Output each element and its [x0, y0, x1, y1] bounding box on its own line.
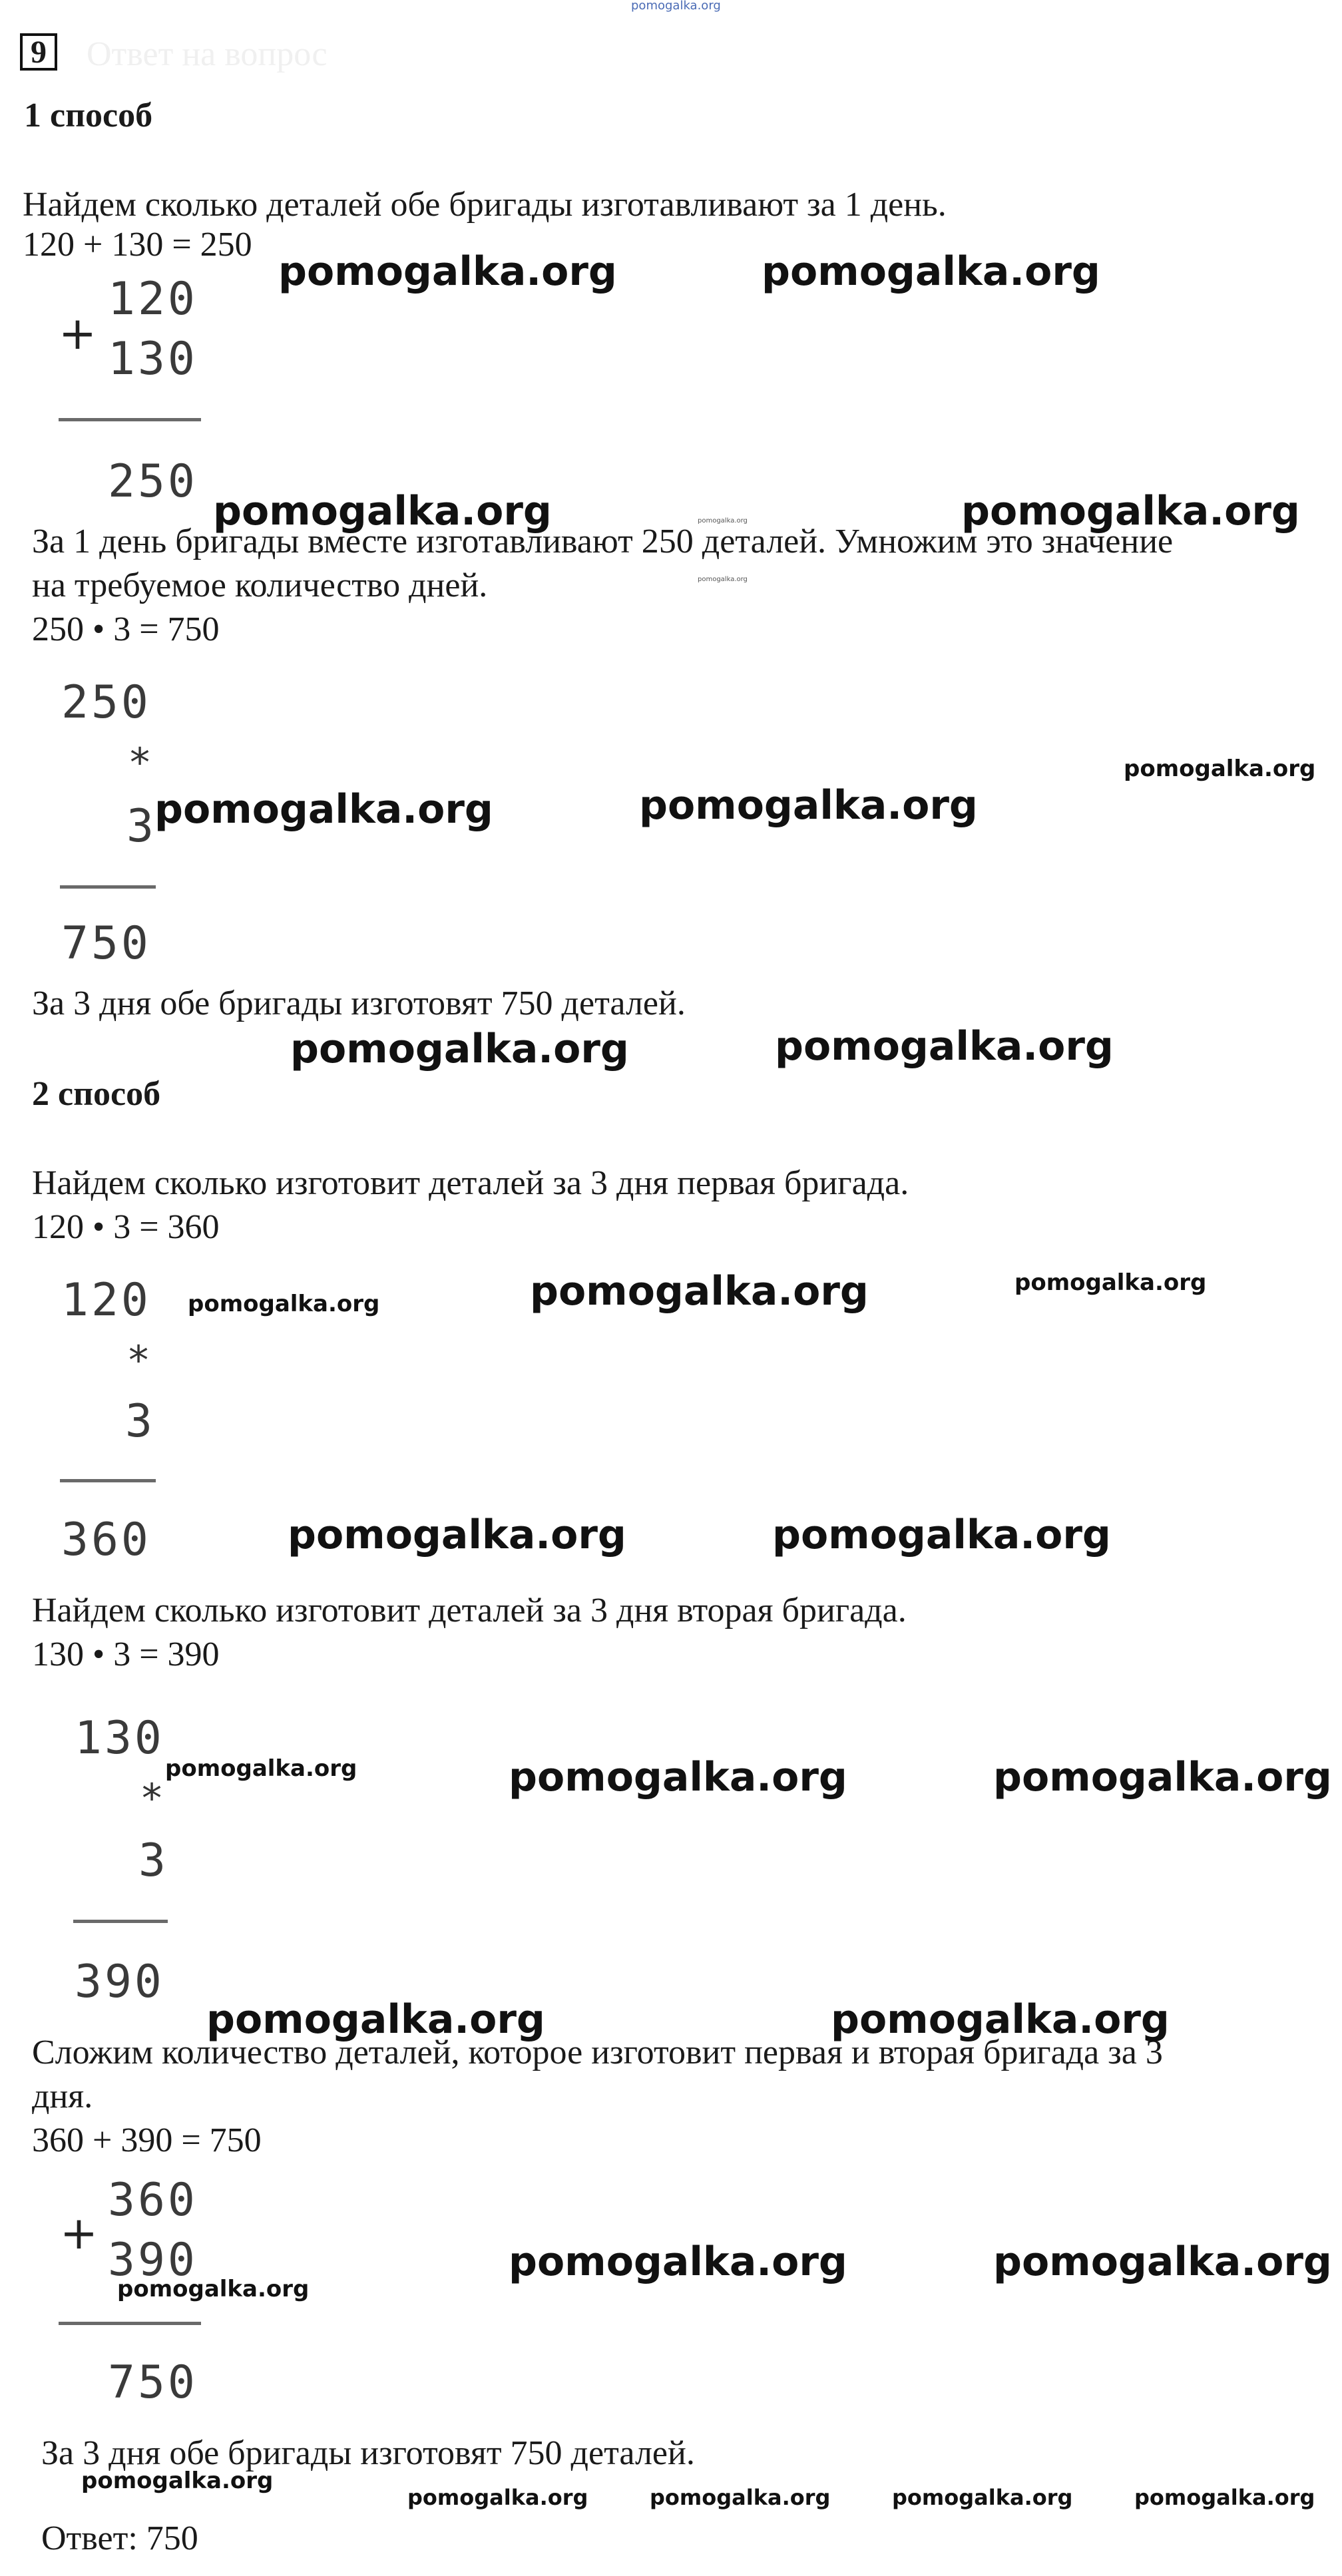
- method2-eq1: 120 • 3 = 360: [32, 1208, 220, 1246]
- addend-2: 390: [108, 2234, 198, 2286]
- method1-line1: Найдем сколько деталей обе бригады изготавливают за 1 день.: [23, 186, 947, 224]
- watermark: pomogalka.org: [206, 1996, 545, 2043]
- sum-line: [59, 2322, 201, 2325]
- watermark: pomogalka.org: [213, 488, 552, 535]
- method2-eq2: 130 • 3 = 390: [32, 1635, 220, 1673]
- watermark: pomogalka.org: [407, 2485, 588, 2510]
- method1-eq1: 120 + 130 = 250: [23, 226, 252, 264]
- watermark: pomogalka.org: [165, 1755, 357, 1782]
- watermark: pomogalka.org: [530, 1268, 869, 1315]
- factor-1: 250: [61, 676, 151, 729]
- factor-2: 3: [126, 800, 156, 853]
- addend-1: 120: [108, 273, 198, 325]
- method1-line2a: За 1 день бригады вместе изготавливают 250 деталей. Умножим это значение: [32, 523, 1174, 560]
- top-watermark: pomogalka.org: [631, 0, 721, 13]
- sum-result: 750: [108, 2356, 198, 2409]
- faint-heading: Ответ на вопрос: [87, 35, 328, 73]
- sum-line: [59, 418, 201, 421]
- watermark: pomogalka.org: [117, 2276, 310, 2302]
- addend-1: 360: [108, 2174, 198, 2227]
- addend-2: 130: [108, 333, 198, 385]
- method2-heading: 2 способ: [32, 1075, 161, 1113]
- watermark: pomogalka.org: [1124, 755, 1316, 782]
- answer-line: Ответ: 750: [41, 2519, 198, 2557]
- factor-2: 3: [138, 1834, 168, 1887]
- watermark: pomogalka.org: [993, 2239, 1332, 2285]
- product-line: [60, 885, 156, 889]
- multiply-sign: *: [128, 740, 152, 786]
- method1-heading: 1 способ: [24, 97, 153, 134]
- method2-line3a: Сложим количество деталей, которое изготовит первая и вторая бригада за 3: [32, 2034, 1163, 2071]
- method1-conclusion: За 3 дня обе бригады изготовят 750 деталей.: [32, 984, 686, 1022]
- method2-line2: Найдем сколько изготовит деталей за 3 дня вторая бригада.: [32, 1592, 907, 1629]
- watermark: pomogalka.org: [639, 782, 978, 829]
- product-result: 750: [61, 917, 151, 970]
- factor-1: 120: [61, 1274, 151, 1327]
- watermark: pomogalka.org: [772, 1512, 1111, 1558]
- product-line: [60, 1479, 156, 1482]
- plus-sign: +: [60, 2207, 98, 2260]
- multiply-sign: *: [126, 1337, 151, 1384]
- factor-2: 3: [125, 1395, 155, 1448]
- watermark: pomogalka.org: [775, 1023, 1114, 1070]
- product-result: 360: [61, 1514, 151, 1566]
- sum-result: 250: [108, 455, 198, 508]
- watermark: pomogalka.org: [509, 1754, 847, 1801]
- watermark: pomogalka.org: [892, 2485, 1073, 2510]
- plus-sign: +: [59, 308, 97, 360]
- method2-eq3: 360 + 390 = 750: [32, 2121, 262, 2159]
- method1-eq2: 250 • 3 = 750: [32, 610, 220, 648]
- method2-line3b: дня.: [32, 2077, 93, 2115]
- watermark: pomogalka.org: [698, 517, 748, 525]
- factor-1: 130: [75, 1712, 164, 1765]
- watermark: pomogalka.org: [288, 1512, 626, 1558]
- watermark: pomogalka.org: [290, 1026, 629, 1072]
- watermark: pomogalka.org: [154, 786, 493, 833]
- watermark: pomogalka.org: [993, 1754, 1332, 1801]
- product-result: 390: [75, 1956, 164, 2008]
- product-line: [73, 1920, 168, 1923]
- method2-conclusion: За 3 дня обе бригады изготовят 750 деталей.: [41, 2434, 695, 2472]
- watermark: pomogalka.org: [831, 1996, 1170, 2043]
- watermark: pomogalka.org: [698, 576, 748, 583]
- watermark: pomogalka.org: [1134, 2485, 1315, 2510]
- watermark: pomogalka.org: [650, 2485, 831, 2510]
- task-number-box: 9: [20, 33, 57, 71]
- method1-line2b: на требуемое количество дней.: [32, 566, 488, 604]
- watermark: pomogalka.org: [1014, 1269, 1207, 1296]
- watermark: pomogalka.org: [509, 2239, 847, 2285]
- multiply-sign: *: [140, 1775, 164, 1822]
- watermark: pomogalka.org: [278, 248, 617, 295]
- watermark: pomogalka.org: [762, 248, 1100, 295]
- method2-line1: Найдем сколько изготовит деталей за 3 дня первая бригада.: [32, 1164, 909, 1202]
- watermark: pomogalka.org: [188, 1291, 380, 1317]
- watermark: pomogalka.org: [961, 488, 1300, 535]
- watermark: pomogalka.org: [81, 2468, 274, 2494]
